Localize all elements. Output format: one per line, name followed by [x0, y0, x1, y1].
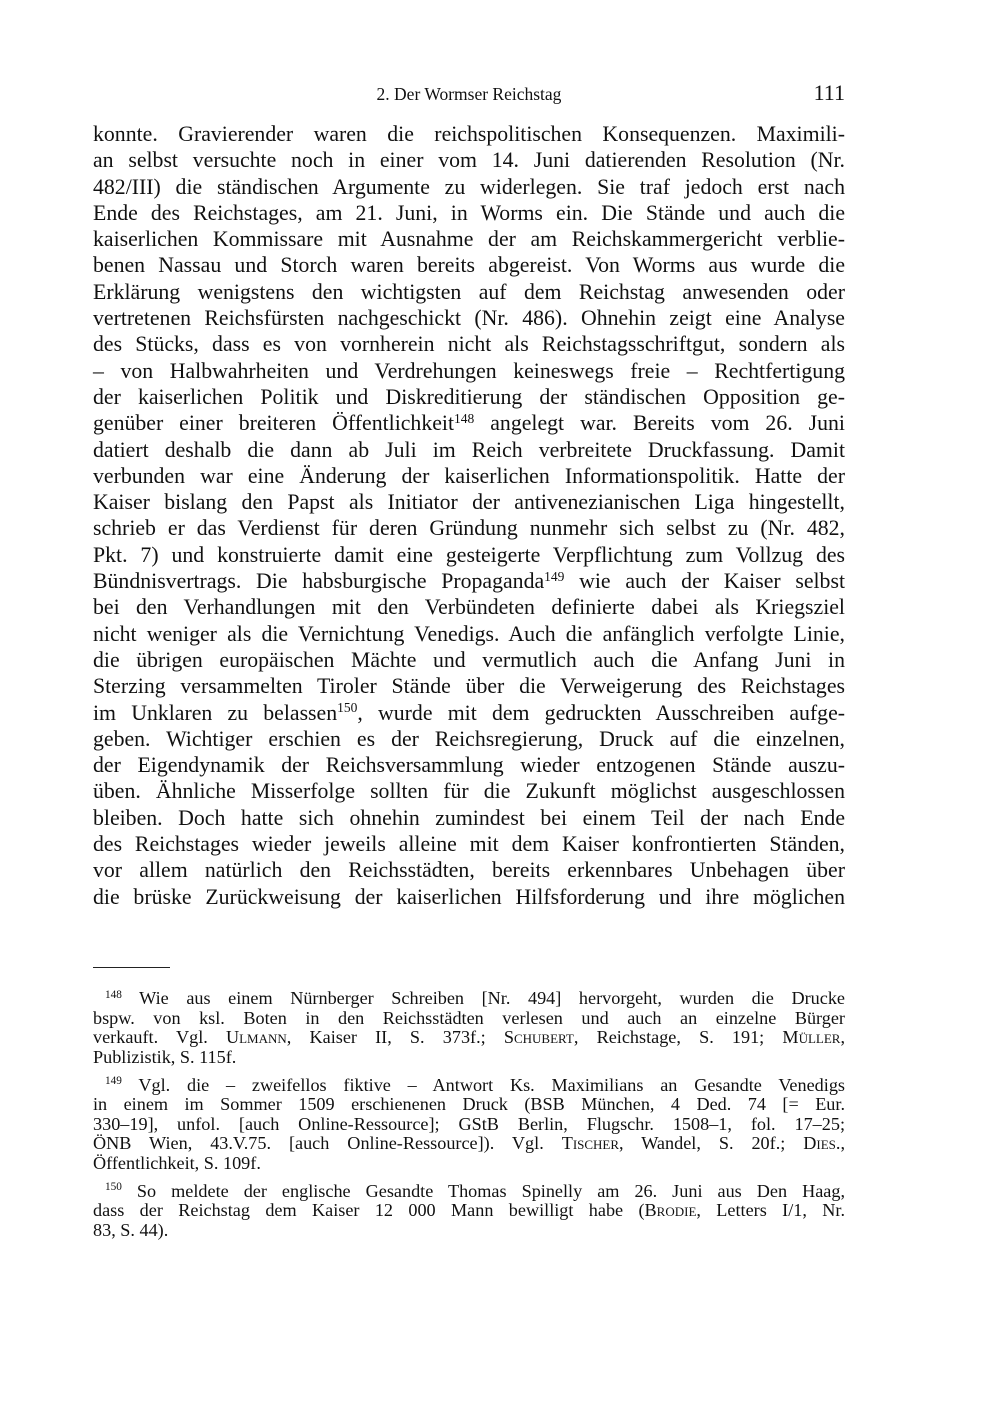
page-number: 111 — [813, 80, 845, 105]
running-title: 2. Der Wormser Reichstag — [376, 84, 562, 104]
text-run: an selbst versuchte noch in einer vom 14. Juni datierenden Resolution (Nr. — [93, 148, 845, 173]
text-run: benen Nassau und Storch waren bereits abgereist. Von Worms aus wurde die — [93, 253, 845, 278]
text-run: , Kaiser II, S. 373f.; — [286, 1027, 504, 1047]
text-run: Pkt. 7) und konstruierte damit eine gesteigerte Verpflichtung zum Vollzug des — [93, 542, 845, 567]
footnote-reference: 150 — [337, 700, 358, 716]
footnote-line — [93, 1134, 845, 1154]
author-name: Ulmann — [225, 1027, 287, 1047]
text-run: , — [840, 1027, 846, 1047]
text-run: ÖNB Wien, 43.V.75. [auch Online-Ressource]). Vgl. — [93, 1133, 562, 1153]
text-run: konnte. Gravierender waren die reichspolitischen Konsequenzen. Maximili- — [93, 122, 845, 146]
text-run: Erklärung wenigstens den wichtigsten auf dem Reichstag anwesenden oder — [93, 279, 845, 304]
author-name: Dies — [803, 1133, 836, 1153]
footnote-line — [93, 1115, 845, 1135]
text-line — [93, 358, 845, 384]
text-run: verkauft. Vgl. — [93, 1027, 226, 1047]
text-line — [93, 279, 845, 305]
text-line — [93, 489, 845, 515]
text-run: schrieb er das Verdienst für deren Gründung nunmehr sich selbst zu (Nr. 482, — [93, 516, 845, 541]
text-run: , Letters I/1, Nr. — [696, 1200, 845, 1220]
text-line — [93, 121, 845, 147]
text-run: Vgl. die – zweifellos fiktive – Antwort Ks. Maximilians an Gesandte Venedigs — [121, 1074, 845, 1095]
text-line — [93, 647, 845, 673]
text-run: datiert deshalb die dann ab Juli im Reich verbreitete Druckfassung. Damit — [93, 437, 845, 462]
text-run: die brüske Zurückweisung der kaiserlichen Hilfsforderung und ihre möglichen — [93, 884, 845, 909]
text-run: bleiben. Doch hatte sich ohnehin zumindest bei einem Teil der nach Ende — [93, 805, 845, 830]
footnote-150 — [93, 1182, 845, 1241]
text-run: 83, S. 44). — [93, 1219, 169, 1240]
text-run: , Reichstage, S. 191; — [573, 1027, 783, 1047]
footnote-line — [93, 1028, 845, 1048]
text-run: So meldete der englische Gesandte Thomas Spinelly am 26. Juni aus Den Haag, — [121, 1180, 845, 1201]
text-run: in einem im Sommer 1509 erschienenen Druck (BSB München, 4 Ded. 74 [= Eur. — [93, 1094, 845, 1114]
footnote-line — [93, 1048, 845, 1068]
text-run: des Reichstages wieder jeweils alleine mit dem Kaiser konfrontierten Ständen, — [93, 832, 845, 857]
footnote-line — [93, 1009, 845, 1029]
text-run: bspw. von ksl. Boten in den Reichsstädten verlesen und auch an einzelne Bürger — [93, 1007, 845, 1028]
text-run: 330–19], unfol. [auch Online-Ressource]; GStB Berlin, Flugschr. 1508–1, fol. 17–25; — [93, 1113, 845, 1134]
text-line — [93, 884, 845, 910]
page-header — [93, 80, 845, 106]
footnote-148 — [93, 989, 845, 1067]
text-line — [93, 542, 845, 568]
text-run: die übrigen europäischen Mächte und vermutlich auch die Anfang Juni in — [93, 647, 845, 672]
footnote-line — [93, 1095, 845, 1115]
footnote-reference: 148 — [454, 410, 475, 426]
author-name: Müller — [782, 1027, 841, 1047]
text-run: üben. Ähnliche Misserfolge sollten für die Zukunft möglichst ausgeschlossen — [93, 779, 845, 804]
text-line — [93, 778, 845, 804]
text-line — [93, 726, 845, 752]
text-line — [93, 331, 845, 357]
text-line — [93, 384, 845, 410]
text-run: des Stücks, dass es von vornherein nicht als Reichstagsschriftgut, sondern als — [93, 332, 845, 357]
text-run: ., — [835, 1133, 845, 1153]
text-line — [93, 568, 845, 594]
text-run: Öffentlichkeit, S. 109f. — [93, 1152, 261, 1173]
text-run: Sterzing versammelten Tiroler Stände über die Verweigerung des Reichstages — [93, 674, 845, 699]
footnote-divider — [93, 967, 170, 968]
text-run: angelegt war. Bereits vom 26. Juni — [474, 411, 845, 436]
text-line — [93, 621, 845, 647]
author-name: Tischer — [561, 1133, 620, 1153]
text-run: kaiserlichen Kommissare mit Ausnahme der am Reichskammergericht verblie- — [93, 227, 845, 252]
text-run: – von Halbwahrheiten und Verdrehungen keineswegs freie – Rechtfertigung — [93, 358, 845, 383]
text-run: , wurde mit dem gedruckten Ausschreiben aufge- — [357, 700, 846, 725]
text-line — [93, 515, 845, 541]
text-line — [93, 410, 845, 436]
author-name: Brodie — [644, 1200, 697, 1220]
text-run: wie auch der Kaiser selbst — [564, 569, 845, 594]
footnotes — [93, 989, 845, 1249]
text-run: Bündnisvertrags. Die habsburgische Propaganda — [93, 569, 545, 594]
footnote-number: 148 — [105, 988, 122, 1001]
text-line — [93, 147, 845, 173]
text-line — [93, 437, 845, 463]
footnote-line — [93, 1076, 845, 1096]
text-line — [93, 594, 845, 620]
text-run: , Wandel, S. 20f.; — [619, 1133, 804, 1153]
text-run: verbunden war eine Änderung der kaiserlichen Informationspolitik. Hatte der — [93, 463, 845, 488]
text-run: 482/III) die ständischen Argumente zu widerlegen. Sie traf jedoch erst nach — [93, 174, 845, 199]
text-line — [93, 252, 845, 278]
text-run: nicht weniger als die Vernichtung Venedigs. Auch die anfänglich verfolgte Linie, — [93, 621, 845, 646]
footnote-line — [93, 989, 845, 1009]
text-run: bei den Verhandlungen mit den Verbündeten definierte dabei als Kriegsziel — [93, 595, 845, 620]
text-run: Publizistik, S. 115f. — [93, 1046, 237, 1067]
text-run: genüber einer breiteren Öffentlichkeit — [93, 411, 455, 436]
footnote-number: 149 — [105, 1075, 122, 1088]
text-run: im Unklaren zu belassen — [93, 700, 338, 725]
author-name: Schubert — [503, 1027, 574, 1047]
text-run: der kaiserlichen Politik und Diskreditierung der ständischen Opposition ge- — [93, 384, 845, 409]
text-run: der Eigendynamik der Reichsversammlung wieder entzogenen Stände auszu- — [93, 753, 845, 778]
text-run: dass der Reichstag dem Kaiser 12 000 Mann bewilligt habe ( — [93, 1200, 645, 1220]
text-line — [93, 200, 845, 226]
body-text — [93, 121, 845, 910]
text-line — [93, 226, 845, 252]
text-run: geben. Wichtiger erschien es der Reichsregierung, Druck auf die einzelnen, — [93, 726, 845, 751]
footnote-reference: 149 — [544, 568, 565, 584]
text-line — [93, 305, 845, 331]
text-line — [93, 700, 845, 726]
text-line — [93, 857, 845, 883]
text-line — [93, 831, 845, 857]
footnote-line — [93, 1221, 845, 1241]
footnote-149 — [93, 1076, 845, 1174]
text-line — [93, 805, 845, 831]
footnote-line — [93, 1154, 845, 1174]
footnote-line — [93, 1182, 845, 1202]
footnote-number: 150 — [105, 1181, 122, 1194]
text-run: vor allem natürlich den Reichsstädten, bereits erkennbares Unbehagen über — [93, 858, 845, 883]
text-run: Kaiser bislang den Papst als Initiator der antivenezianischen Liga hingestellt, — [93, 490, 845, 515]
text-run: Wie aus einem Nürnberger Schreiben [Nr. 494] hervorgeht, wurden die Drucke — [121, 988, 845, 1008]
text-run: vertretenen Reichsfürsten nachgeschickt (Nr. 486). Ohnehin zeigt eine Analyse — [93, 306, 845, 331]
text-line — [93, 673, 845, 699]
text-line — [93, 174, 845, 200]
text-run: Ende des Reichstages, am 21. Juni, in Worms ein. Die Stände und auch die — [93, 200, 845, 225]
text-line — [93, 752, 845, 778]
text-line — [93, 463, 845, 489]
footnote-line — [93, 1201, 845, 1221]
